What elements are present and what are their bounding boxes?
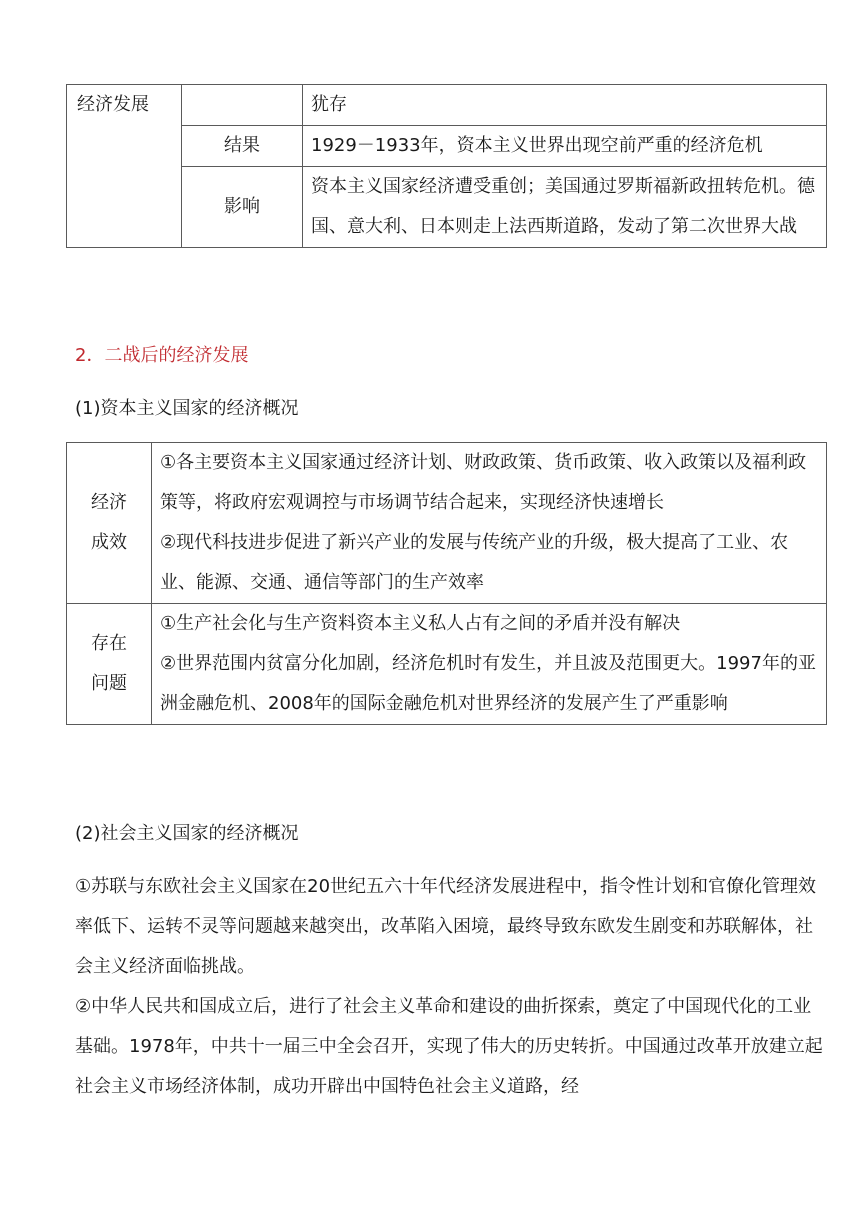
subsection-heading-capitalist: (1)资本主义国家的经济概况 [75,398,299,419]
row-content [152,604,827,725]
row-key [67,604,152,725]
row-label [182,85,303,126]
row-content: 犹存 [303,85,827,126]
table-row [67,443,827,604]
row-label: 结果 [182,126,303,167]
row-key-line: 存在 [91,633,127,654]
row-key-line: 经济 [91,492,127,513]
list-item: ②世界范围内贫富分化加剧，经济危机时有发生，并且波及范围更大。1997年的亚洲金融危机、2008年的国际金融危机对世界经济的发展产生了严重影响 [160,653,816,714]
paragraph: ①苏联与东欧社会主义国家在20世纪五六十年代经济发展进程中，指令性计划和官僚化管理效率低下、运转不灵等问题越来越突出，改革陷入困境，最终导致东欧发生剧变和苏联解体，社会主义经济面临挑战。 [75,876,817,977]
row-label: 影响 [182,167,303,248]
row-key [67,443,152,604]
row-key-line: 问题 [91,673,127,694]
table-row [67,85,827,126]
list-item: ①生产社会化与生产资料资本主义私人占有之间的矛盾并没有解决 [160,613,681,634]
category-cell: 经济发展 [67,85,182,248]
section-heading: 2．二战后的经济发展 [75,345,249,366]
row-content: 资本主义国家经济遭受重创；美国通过罗斯福新政扭转危机。德国、意大利、日本则走上法西斯道路，发动了第二次世界大战 [303,167,827,248]
paragraph: ②中华人民共和国成立后，进行了社会主义革命和建设的曲折探索，奠定了中国现代化的工业基础。1978年，中共十一届三中全会召开，实现了伟大的历史转折。中国通过改革开放建立起社会主义市场经济体制，成功开辟出中国特色社会主义道路，经 [75,996,823,1097]
row-key-line: 成效 [91,532,127,553]
list-item: ①各主要资本主义国家通过经济计划、财政政策、货币政策、收入政策以及福利政策等，将政府宏观调控与市场调节结合起来，实现经济快速增长 [160,452,807,513]
row-content: 1929－1933年，资本主义世界出现空前严重的经济危机 [303,126,827,167]
list-item: ②现代科技进步促进了新兴产业的发展与传统产业的升级，极大提高了工业、农业、能源、交通、通信等部门的生产效率 [160,532,789,593]
capitalist-economy-table [66,442,827,725]
row-content [152,443,827,604]
subsection-heading-socialist: (2)社会主义国家的经济概况 [75,823,299,844]
table-row [67,604,827,725]
body-text [75,867,825,1107]
economic-development-table [66,84,827,248]
